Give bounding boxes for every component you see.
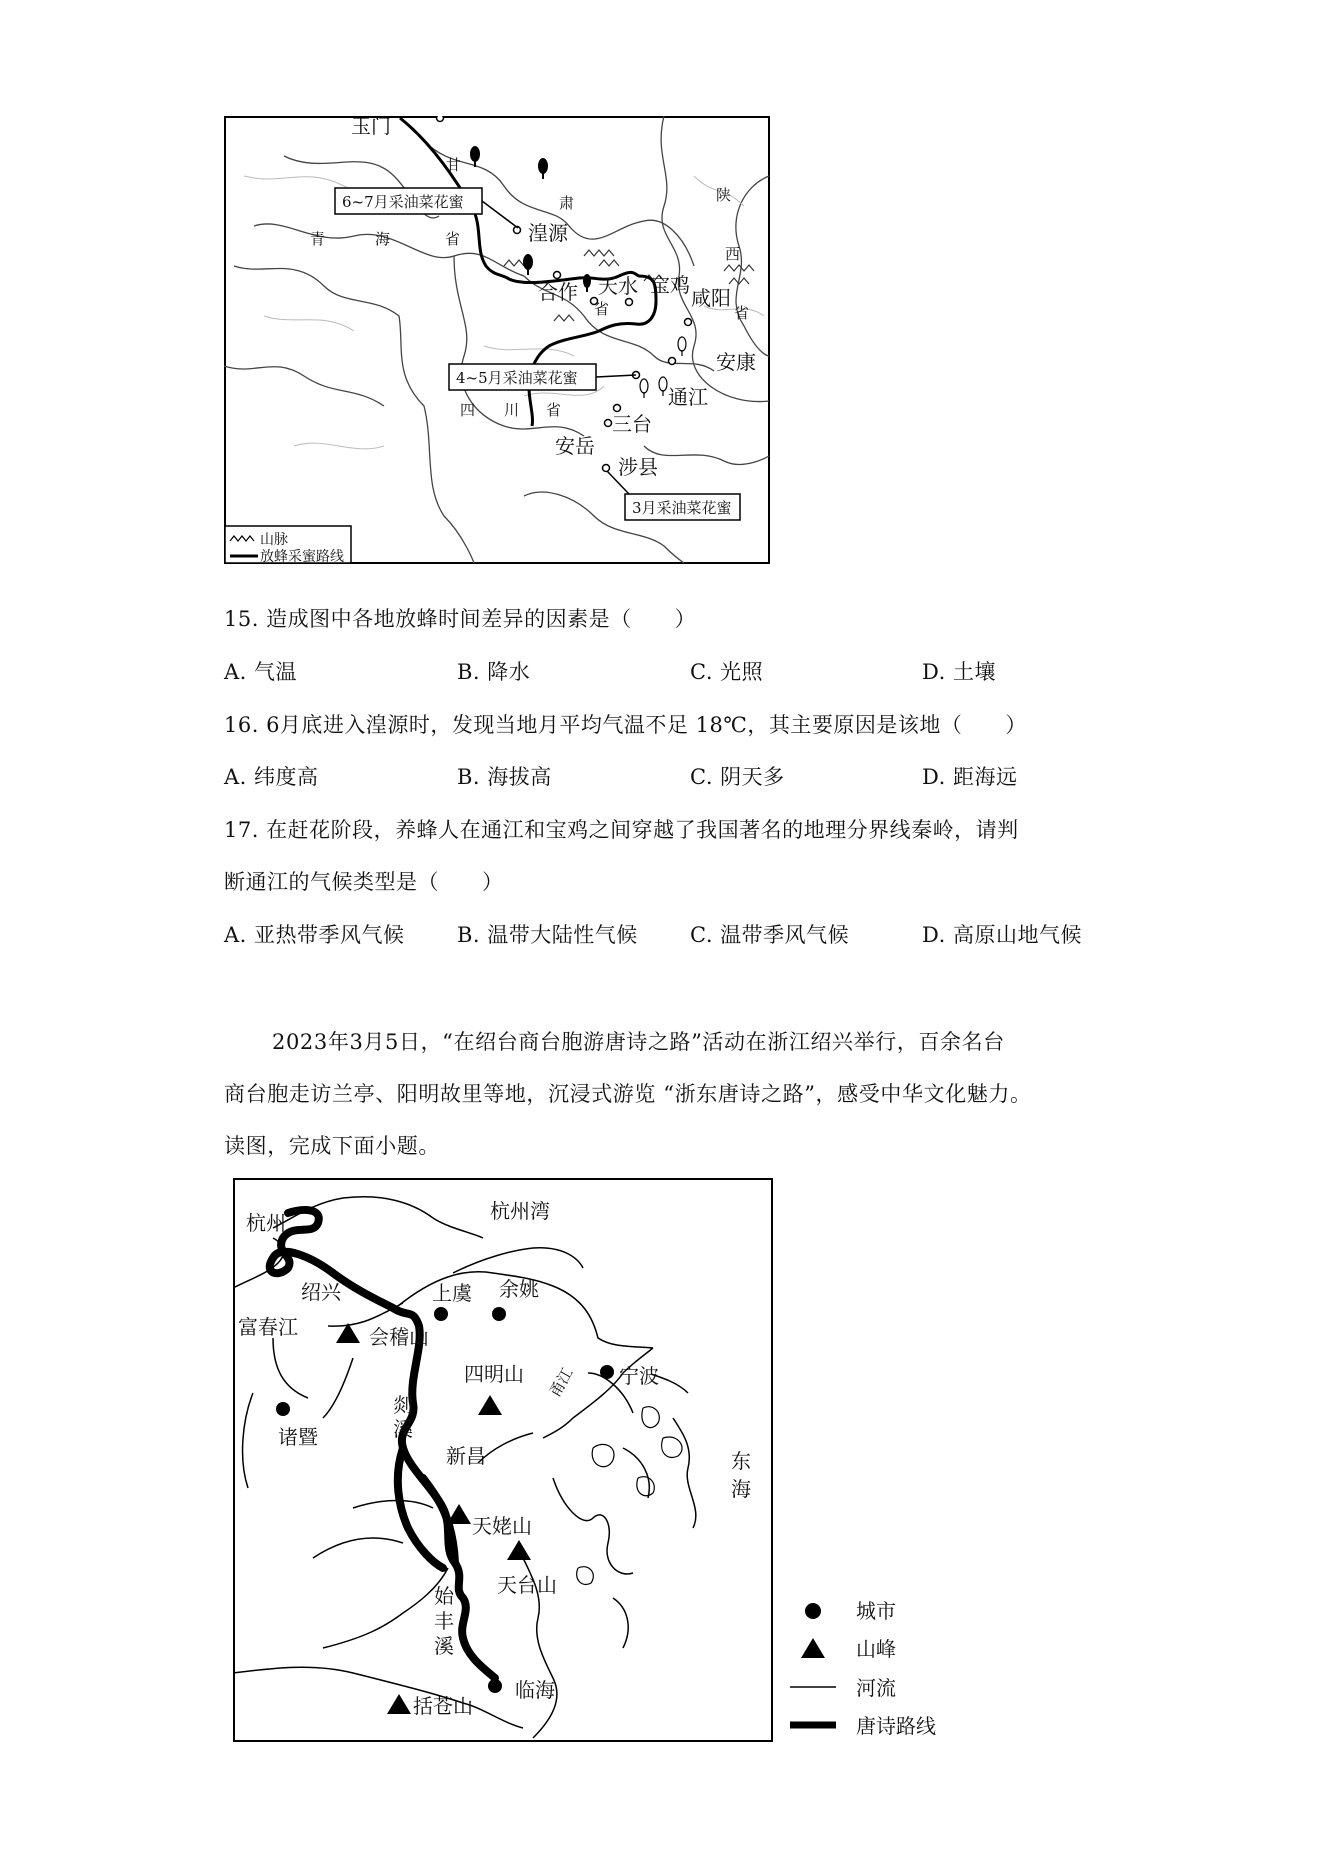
label-huangyuan: 湟源 [528, 221, 568, 245]
q17-option-a[interactable]: A. 亚热带季风气候 [224, 923, 405, 947]
label-zhuji: 诸暨 [278, 1425, 318, 1449]
label-donghai-1: 东 [731, 1449, 751, 1473]
label-hangzhou-bay: 杭州湾 [490, 1199, 550, 1223]
label-donghai-2: 海 [731, 1477, 751, 1501]
svg-text:3月采油菜花蜜: 3月采油菜花蜜 [632, 499, 732, 517]
label-yuyao: 余姚 [499, 1277, 539, 1301]
legend-peak-icon [801, 1638, 825, 1658]
label-shifengxi-1: 始 [434, 1584, 454, 1608]
question-17-stem-cont: 断通江的气候类型是（ ） [224, 870, 504, 894]
passage-line-1: 2023年3月5日，“在绍台商台胞游唐诗之路”活动在浙江绍兴举行，百余名台 [272, 1030, 1005, 1054]
label-hezuo: 合作 [538, 280, 578, 304]
map1-legend [225, 526, 351, 564]
q15-option-a[interactable]: A. 气温 [224, 660, 298, 684]
question-17-stem: 17. 在赶花阶段，养蜂人在通江和宝鸡之间穿越了我国著名的地理分界线秦岭，请判 [224, 818, 1019, 842]
q16-option-a[interactable]: A. 纬度高 [224, 765, 319, 789]
label-shifengxi-2: 丰 [434, 1609, 454, 1633]
question-15-stem: 15. 造成图中各地放蜂时间差异的因素是（ ） [224, 607, 697, 631]
prov-qing: 青 [310, 230, 326, 248]
label-fuchunjiang: 富春江 [238, 1315, 298, 1339]
prov-si: 四 [460, 401, 476, 419]
prov-sichuan-sheng: 省 [546, 401, 562, 419]
label-yongjiang: 甬江 [545, 1365, 577, 1400]
label-shangyu: 上虞 [432, 1281, 472, 1305]
label-ankang: 安康 [716, 350, 756, 374]
label-hangzhou: 杭州 [246, 1211, 286, 1235]
passage-line-3: 读图，完成下面小题。 [224, 1134, 440, 1158]
q17-option-b[interactable]: B. 温带大陆性气候 [457, 923, 638, 947]
label-shexian: 涉县 [618, 455, 658, 479]
label-tianshui: 天水 [598, 274, 638, 298]
prov-gansu-sheng: 省 [594, 300, 610, 318]
prov-qinghai-sheng: 省 [445, 230, 461, 248]
q15-option-c[interactable]: C. 光照 [690, 660, 764, 684]
label-baoji: 宝鸡 [650, 273, 690, 297]
q17-option-d[interactable]: D. 高原山地气候 [922, 923, 1082, 947]
prov-shaanxi-sheng: 省 [734, 304, 750, 322]
svg-text:4~5月采油菜花蜜: 4~5月采油菜花蜜 [456, 369, 578, 387]
legend-city-label: 城市 [856, 1599, 896, 1623]
label-tianlaoshan: 天姥山 [472, 1514, 532, 1538]
question-16-stem: 16. 6月底进入湟源时，发现当地月平均气温不足 18℃，其主要原因是该地（ ） [224, 713, 1027, 737]
prov-xi: 西 [725, 245, 741, 263]
map2-legend [780, 1590, 970, 1750]
label-tiantaishan: 天台山 [497, 1573, 557, 1597]
label-linhai: 临海 [515, 1678, 555, 1702]
map-tang-poetry-road [233, 1178, 773, 1742]
label-tongjiang: 通江 [668, 385, 708, 409]
label-xianyang: 咸阳 [691, 286, 731, 310]
svg-text:放蜂采蜜路线: 放蜂采蜜路线 [260, 549, 344, 564]
prov-chuan: 川 [504, 401, 520, 419]
q15-option-d[interactable]: D. 土壤 [922, 660, 996, 684]
svg-text:山脉: 山脉 [260, 532, 288, 548]
label-ningbo: 宁波 [619, 1364, 659, 1388]
legend-river-label: 河流 [856, 1676, 896, 1700]
label-shanxi-2: 溪 [393, 1417, 413, 1441]
label-kuaijishan: 会稽山 [369, 1325, 429, 1349]
linhai-city-dot [488, 1679, 502, 1693]
label-santai: 三台 [612, 412, 652, 436]
legend-route-label: 唐诗路线 [856, 1714, 936, 1738]
legend-peak-label: 山峰 [856, 1637, 896, 1661]
prov-gan: 甘 [446, 156, 462, 174]
label-simingshan: 四明山 [464, 1362, 524, 1386]
label-kuocangshan: 括苍山 [413, 1694, 473, 1718]
q16-option-b[interactable]: B. 海拔高 [457, 765, 552, 789]
prov-shan: 陕 [716, 186, 732, 204]
label-shifengxi-3: 溪 [434, 1634, 454, 1658]
passage-line-2: 商台胞走访兰亭、阳明故里等地，沉浸式游览 “浙东唐诗之路”，感受中华文化魅力。 [224, 1082, 1032, 1106]
legend-city-icon [805, 1603, 821, 1619]
q17-option-c[interactable]: C. 温带季风气候 [690, 923, 850, 947]
q16-option-c[interactable]: C. 阴天多 [690, 765, 785, 789]
prov-hai: 海 [375, 230, 391, 248]
label-shanxi-1: 剡 [393, 1393, 413, 1417]
map-bee-route [224, 116, 770, 564]
q15-option-b[interactable]: B. 降水 [457, 660, 531, 684]
prov-su: 肃 [559, 194, 575, 212]
svg-text:6~7月采油菜花蜜: 6~7月采油菜花蜜 [342, 193, 464, 211]
q16-option-d[interactable]: D. 距海远 [922, 765, 1018, 789]
label-xinchang: 新昌 [446, 1444, 486, 1468]
label-anyue: 安岳 [555, 434, 595, 458]
label-shaoxing: 绍兴 [301, 1280, 341, 1304]
label-yumen: 玉门 [351, 116, 391, 138]
